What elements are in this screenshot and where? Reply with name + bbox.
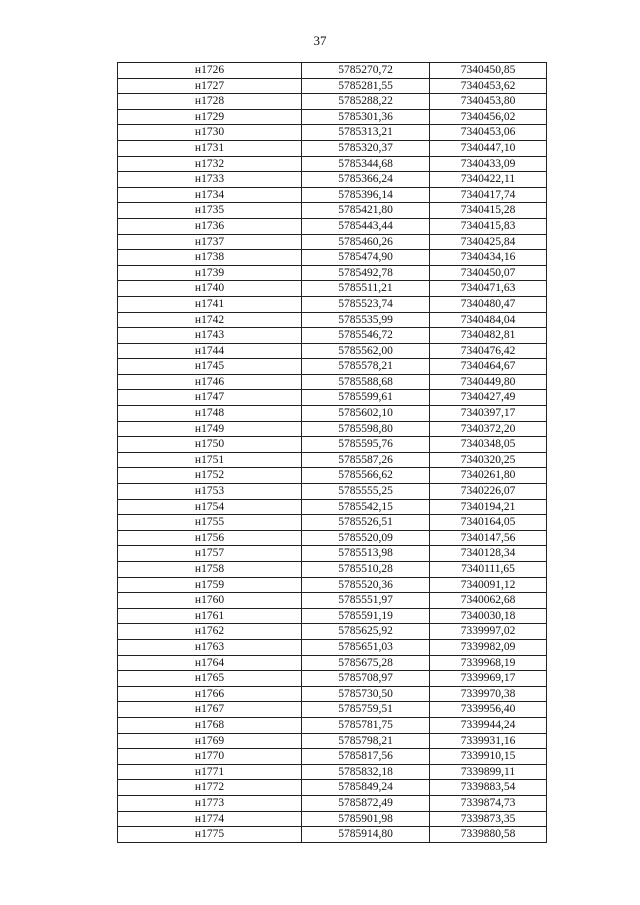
y-coordinate-cell: 7340348,05 (430, 437, 547, 453)
table-row (118, 281, 547, 297)
point-id-cell: н1734 (118, 187, 302, 203)
x-coordinate-cell: 5785832,18 (302, 764, 430, 780)
table-row (118, 140, 547, 156)
point-id-cell: н1757 (118, 546, 302, 562)
table-row (118, 515, 547, 531)
x-coordinate-cell: 5785288,22 (302, 94, 430, 110)
point-id-cell: н1766 (118, 686, 302, 702)
y-coordinate-cell: 7340062,68 (430, 593, 547, 609)
y-coordinate-cell: 7339910,15 (430, 749, 547, 765)
y-coordinate-cell: 7340397,17 (430, 406, 547, 422)
x-coordinate-cell: 5785526,51 (302, 515, 430, 531)
table-row (118, 749, 547, 765)
table-row (118, 94, 547, 110)
x-coordinate-cell: 5785270,72 (302, 63, 430, 79)
y-coordinate-cell: 7340482,81 (430, 328, 547, 344)
point-id-cell: н1751 (118, 452, 302, 468)
table-row (118, 827, 547, 843)
table-row (118, 125, 547, 141)
x-coordinate-cell: 5785474,90 (302, 250, 430, 266)
point-id-cell: н1750 (118, 437, 302, 453)
y-coordinate-cell: 7340453,62 (430, 78, 547, 94)
x-coordinate-cell: 5785566,62 (302, 468, 430, 484)
x-coordinate-cell: 5785588,68 (302, 374, 430, 390)
y-coordinate-cell: 7340111,65 (430, 562, 547, 578)
y-coordinate-cell: 7340128,34 (430, 546, 547, 562)
point-id-cell: н1744 (118, 343, 302, 359)
x-coordinate-cell: 5785578,21 (302, 359, 430, 375)
point-id-cell: н1726 (118, 63, 302, 79)
point-id-cell: н1772 (118, 780, 302, 796)
x-coordinate-cell: 5785460,26 (302, 234, 430, 250)
table-row (118, 639, 547, 655)
x-coordinate-cell: 5785520,36 (302, 577, 430, 593)
point-id-cell: н1740 (118, 281, 302, 297)
x-coordinate-cell: 5785542,15 (302, 499, 430, 515)
table-row (118, 764, 547, 780)
point-id-cell: н1728 (118, 94, 302, 110)
x-coordinate-cell: 5785492,78 (302, 265, 430, 281)
y-coordinate-cell: 7340320,25 (430, 452, 547, 468)
point-id-cell: н1749 (118, 421, 302, 437)
x-coordinate-cell: 5785595,76 (302, 437, 430, 453)
point-id-cell: н1774 (118, 811, 302, 827)
table-row (118, 577, 547, 593)
y-coordinate-cell: 7339969,17 (430, 671, 547, 687)
x-coordinate-cell: 5785551,97 (302, 593, 430, 609)
point-id-cell: н1732 (118, 156, 302, 172)
y-coordinate-cell: 7340434,16 (430, 250, 547, 266)
x-coordinate-cell: 5785781,75 (302, 717, 430, 733)
y-coordinate-cell: 7340450,85 (430, 63, 547, 79)
y-coordinate-cell: 7340261,80 (430, 468, 547, 484)
y-coordinate-cell: 7340453,80 (430, 94, 547, 110)
point-id-cell: н1768 (118, 717, 302, 733)
table-row (118, 406, 547, 422)
table-row (118, 608, 547, 624)
table-row (118, 530, 547, 546)
table-row (118, 702, 547, 718)
y-coordinate-cell: 7340464,67 (430, 359, 547, 375)
table-row (118, 63, 547, 79)
point-id-cell: н1739 (118, 265, 302, 281)
point-id-cell: н1748 (118, 406, 302, 422)
x-coordinate-cell: 5785421,80 (302, 203, 430, 219)
point-id-cell: н1762 (118, 624, 302, 640)
x-coordinate-cell: 5785914,80 (302, 827, 430, 843)
x-coordinate-cell: 5785798,21 (302, 733, 430, 749)
table-row (118, 717, 547, 733)
point-id-cell: н1771 (118, 764, 302, 780)
table-row (118, 421, 547, 437)
table-row (118, 328, 547, 344)
point-id-cell: н1745 (118, 359, 302, 375)
point-id-cell: н1743 (118, 328, 302, 344)
point-id-cell: н1770 (118, 749, 302, 765)
table-row (118, 250, 547, 266)
point-id-cell: н1773 (118, 795, 302, 811)
x-coordinate-cell: 5785759,51 (302, 702, 430, 718)
x-coordinate-cell: 5785523,74 (302, 296, 430, 312)
point-id-cell: н1729 (118, 109, 302, 125)
y-coordinate-cell: 7340091,12 (430, 577, 547, 593)
table-row (118, 218, 547, 234)
y-coordinate-cell: 7340447,10 (430, 140, 547, 156)
x-coordinate-cell: 5785443,44 (302, 218, 430, 234)
point-id-cell: н1746 (118, 374, 302, 390)
x-coordinate-cell: 5785555,25 (302, 484, 430, 500)
table-row (118, 187, 547, 203)
y-coordinate-cell: 7339873,35 (430, 811, 547, 827)
point-id-cell: н1764 (118, 655, 302, 671)
y-coordinate-cell: 7339997,02 (430, 624, 547, 640)
y-coordinate-cell: 7340453,06 (430, 125, 547, 141)
table-row (118, 733, 547, 749)
x-coordinate-cell: 5785281,55 (302, 78, 430, 94)
table-row (118, 312, 547, 328)
point-id-cell: н1753 (118, 484, 302, 500)
y-coordinate-cell: 7340164,05 (430, 515, 547, 531)
y-coordinate-cell: 7340427,49 (430, 390, 547, 406)
x-coordinate-cell: 5785901,98 (302, 811, 430, 827)
x-coordinate-cell: 5785546,72 (302, 328, 430, 344)
point-id-cell: н1754 (118, 499, 302, 515)
x-coordinate-cell: 5785320,37 (302, 140, 430, 156)
x-coordinate-cell: 5785313,21 (302, 125, 430, 141)
table-row (118, 437, 547, 453)
table-row (118, 109, 547, 125)
y-coordinate-cell: 7339883,54 (430, 780, 547, 796)
point-id-cell: н1738 (118, 250, 302, 266)
point-id-cell: н1756 (118, 530, 302, 546)
y-coordinate-cell: 7340425,84 (430, 234, 547, 250)
y-coordinate-cell: 7340417,74 (430, 187, 547, 203)
table-row (118, 562, 547, 578)
x-coordinate-cell: 5785396,14 (302, 187, 430, 203)
y-coordinate-cell: 7339982,09 (430, 639, 547, 655)
coordinates-table (117, 62, 547, 843)
y-coordinate-cell: 7340372,20 (430, 421, 547, 437)
x-coordinate-cell: 5785511,21 (302, 281, 430, 297)
table-row (118, 203, 547, 219)
y-coordinate-cell: 7340030,18 (430, 608, 547, 624)
y-coordinate-cell: 7339944,24 (430, 717, 547, 733)
point-id-cell: н1752 (118, 468, 302, 484)
point-id-cell: н1736 (118, 218, 302, 234)
point-id-cell: н1727 (118, 78, 302, 94)
y-coordinate-cell: 7340226,07 (430, 484, 547, 500)
point-id-cell: н1759 (118, 577, 302, 593)
y-coordinate-cell: 7339968,19 (430, 655, 547, 671)
table-row (118, 156, 547, 172)
x-coordinate-cell: 5785301,36 (302, 109, 430, 125)
table-row (118, 780, 547, 796)
y-coordinate-cell: 7339931,16 (430, 733, 547, 749)
x-coordinate-cell: 5785344,68 (302, 156, 430, 172)
x-coordinate-cell: 5785513,98 (302, 546, 430, 562)
x-coordinate-cell: 5785535,99 (302, 312, 430, 328)
point-id-cell: н1758 (118, 562, 302, 578)
x-coordinate-cell: 5785602,10 (302, 406, 430, 422)
y-coordinate-cell: 7340450,07 (430, 265, 547, 281)
table-row (118, 78, 547, 94)
table-row (118, 624, 547, 640)
coordinates-table-body (118, 63, 547, 843)
point-id-cell: н1731 (118, 140, 302, 156)
table-row (118, 343, 547, 359)
x-coordinate-cell: 5785872,49 (302, 795, 430, 811)
table-row (118, 374, 547, 390)
point-id-cell: н1755 (118, 515, 302, 531)
x-coordinate-cell: 5785587,26 (302, 452, 430, 468)
x-coordinate-cell: 5785625,92 (302, 624, 430, 640)
table-row (118, 484, 547, 500)
point-id-cell: н1733 (118, 172, 302, 188)
y-coordinate-cell: 7340147,56 (430, 530, 547, 546)
y-coordinate-cell: 7340480,47 (430, 296, 547, 312)
table-row (118, 499, 547, 515)
table-row (118, 686, 547, 702)
x-coordinate-cell: 5785730,50 (302, 686, 430, 702)
x-coordinate-cell: 5785599,61 (302, 390, 430, 406)
point-id-cell: н1730 (118, 125, 302, 141)
point-id-cell: н1741 (118, 296, 302, 312)
table-row (118, 265, 547, 281)
table-row (118, 390, 547, 406)
table-row (118, 468, 547, 484)
point-id-cell: н1737 (118, 234, 302, 250)
point-id-cell: н1742 (118, 312, 302, 328)
point-id-cell: н1761 (118, 608, 302, 624)
table-row (118, 671, 547, 687)
table-row (118, 452, 547, 468)
y-coordinate-cell: 7340449,80 (430, 374, 547, 390)
y-coordinate-cell: 7339956,40 (430, 702, 547, 718)
point-id-cell: н1765 (118, 671, 302, 687)
point-id-cell: н1767 (118, 702, 302, 718)
table-row (118, 593, 547, 609)
x-coordinate-cell: 5785520,09 (302, 530, 430, 546)
point-id-cell: н1763 (118, 639, 302, 655)
x-coordinate-cell: 5785510,28 (302, 562, 430, 578)
y-coordinate-cell: 7339880,58 (430, 827, 547, 843)
table-row (118, 795, 547, 811)
x-coordinate-cell: 5785651,03 (302, 639, 430, 655)
y-coordinate-cell: 7339970,38 (430, 686, 547, 702)
x-coordinate-cell: 5785708,97 (302, 671, 430, 687)
table-row (118, 296, 547, 312)
x-coordinate-cell: 5785598,80 (302, 421, 430, 437)
y-coordinate-cell: 7339899,11 (430, 764, 547, 780)
y-coordinate-cell: 7339874,73 (430, 795, 547, 811)
point-id-cell: н1769 (118, 733, 302, 749)
table-row (118, 359, 547, 375)
x-coordinate-cell: 5785817,56 (302, 749, 430, 765)
point-id-cell: н1735 (118, 203, 302, 219)
y-coordinate-cell: 7340194,21 (430, 499, 547, 515)
x-coordinate-cell: 5785366,24 (302, 172, 430, 188)
table-row (118, 811, 547, 827)
y-coordinate-cell: 7340471,63 (430, 281, 547, 297)
point-id-cell: н1747 (118, 390, 302, 406)
y-coordinate-cell: 7340422,11 (430, 172, 547, 188)
table-row (118, 655, 547, 671)
y-coordinate-cell: 7340456,02 (430, 109, 547, 125)
page-number: 37 (313, 33, 327, 48)
x-coordinate-cell: 5785675,28 (302, 655, 430, 671)
y-coordinate-cell: 7340415,28 (430, 203, 547, 219)
x-coordinate-cell: 5785591,19 (302, 608, 430, 624)
point-id-cell: н1775 (118, 827, 302, 843)
table-row (118, 546, 547, 562)
table-row (118, 234, 547, 250)
x-coordinate-cell: 5785562,00 (302, 343, 430, 359)
y-coordinate-cell: 7340415,83 (430, 218, 547, 234)
table-row (118, 172, 547, 188)
y-coordinate-cell: 7340476,42 (430, 343, 547, 359)
y-coordinate-cell: 7340484,04 (430, 312, 547, 328)
point-id-cell: н1760 (118, 593, 302, 609)
y-coordinate-cell: 7340433,09 (430, 156, 547, 172)
x-coordinate-cell: 5785849,24 (302, 780, 430, 796)
